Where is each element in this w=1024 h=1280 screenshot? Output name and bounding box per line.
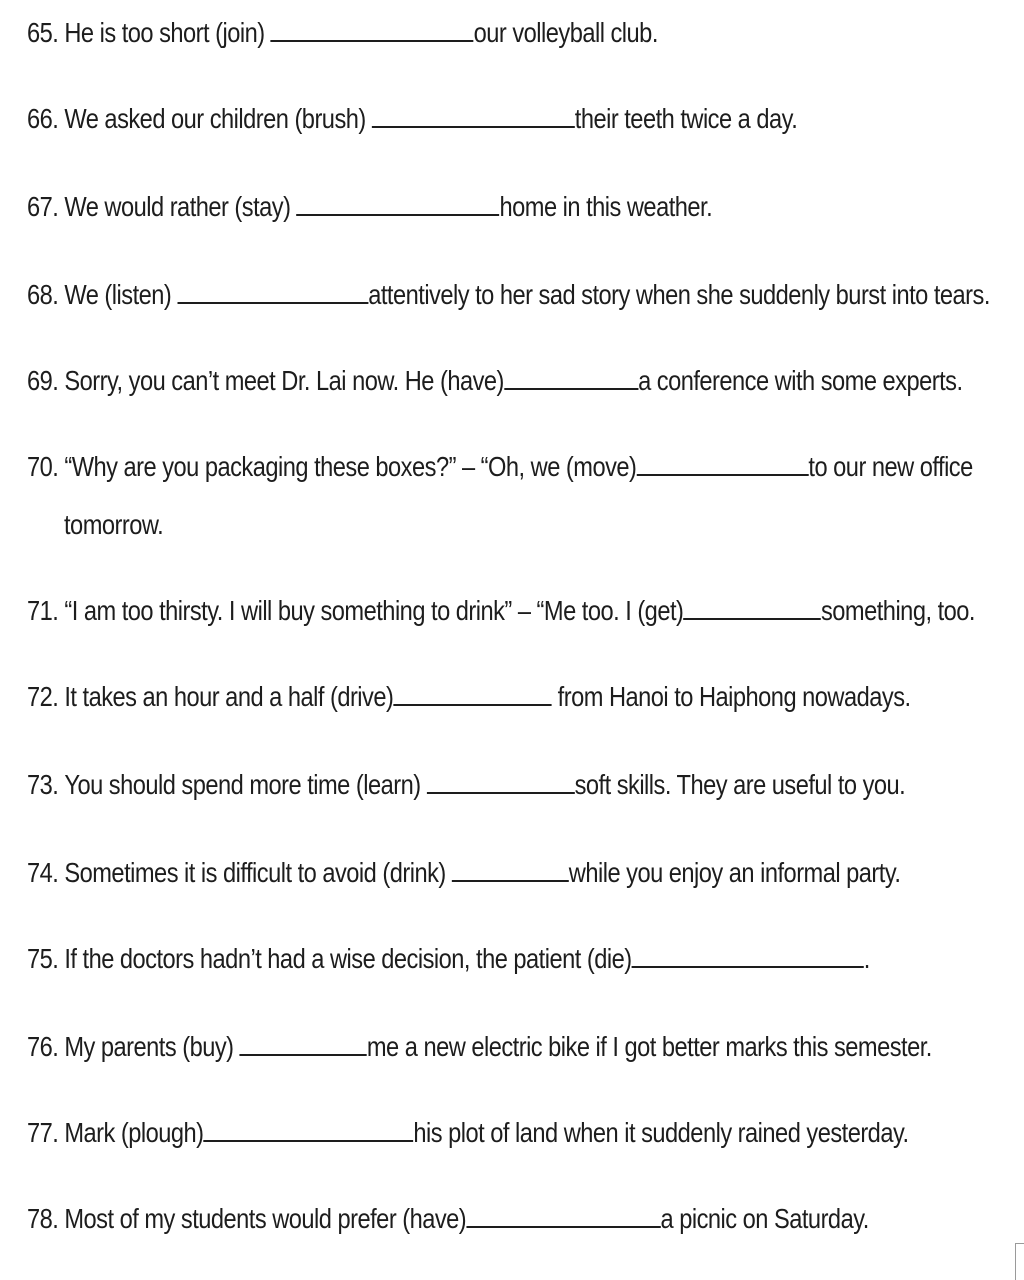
answer-blank[interactable]	[393, 682, 551, 706]
question-text: It takes an hour and a half (drive)	[64, 681, 394, 712]
page-corner-mark	[1015, 1243, 1024, 1280]
answer-blank[interactable]	[372, 104, 575, 128]
answer-blank[interactable]	[683, 596, 821, 620]
question-68	[27, 278, 990, 312]
question-text-end: a conference with some experts.	[638, 365, 963, 396]
question-number: 72.	[27, 681, 59, 712]
question-text-end: me a new electric bike if I got better marks this semester.	[366, 1031, 932, 1062]
question-text: My parents (buy)	[64, 1031, 240, 1062]
question-text: Mark (plough)	[64, 1117, 204, 1148]
answer-blank[interactable]	[427, 770, 575, 794]
answer-blank[interactable]	[632, 944, 864, 968]
question-text-end: something, too.	[820, 595, 975, 626]
question-75	[27, 942, 870, 976]
question-number: 75.	[27, 943, 59, 974]
question-text-end: our volleyball club.	[473, 17, 658, 48]
question-number: 76.	[27, 1031, 59, 1062]
question-number: 70.	[27, 451, 59, 482]
question-text: You should spend more time (learn)	[64, 769, 427, 800]
question-number: 69.	[27, 365, 59, 396]
question-text: We would rather (stay)	[64, 191, 297, 222]
answer-blank[interactable]	[271, 18, 474, 42]
question-67	[27, 190, 712, 224]
question-number: 65.	[27, 17, 59, 48]
question-65	[27, 16, 658, 50]
question-text-end: a picnic on Saturday.	[660, 1203, 869, 1234]
question-text-continuation: tomorrow.	[64, 509, 164, 540]
question-number: 67.	[27, 191, 59, 222]
question-number: 78.	[27, 1203, 59, 1234]
question-text-end: to our new office	[808, 451, 973, 482]
question-76	[27, 1030, 932, 1064]
answer-blank[interactable]	[204, 1118, 414, 1142]
question-number: 68.	[27, 279, 59, 310]
question-text-end: .	[863, 943, 870, 974]
question-number: 66.	[27, 103, 59, 134]
question-text: Most of my students would prefer (have)	[64, 1203, 467, 1234]
question-text-end: attentively to her sad story when she suddenly burst into tears.	[368, 279, 990, 310]
question-text: We (listen)	[64, 279, 178, 310]
question-text: We asked our children (brush)	[64, 103, 372, 134]
question-text-end: home in this weather.	[499, 191, 713, 222]
answer-blank[interactable]	[177, 280, 368, 304]
question-78	[27, 1202, 869, 1236]
question-text: He is too short (join)	[64, 17, 271, 48]
question-70	[27, 450, 973, 484]
question-text-end: while you enjoy an informal party.	[568, 857, 901, 888]
question-text: “Why are you packaging these boxes?” – “Oh, we (move)	[64, 451, 637, 482]
question-number: 74.	[27, 857, 59, 888]
answer-blank[interactable]	[504, 366, 638, 390]
answer-blank[interactable]	[452, 858, 569, 882]
question-text-end: his plot of land when it suddenly rained yesterday.	[413, 1117, 909, 1148]
question-70-continuation	[64, 508, 163, 542]
question-66	[27, 102, 797, 136]
answer-blank[interactable]	[466, 1204, 660, 1228]
question-text-end: their teeth twice a day.	[574, 103, 798, 134]
question-74	[27, 856, 900, 890]
question-text-end: from Hanoi to Haiphong nowadays.	[551, 681, 911, 712]
question-72	[27, 680, 911, 714]
question-text: Sometimes it is difficult to avoid (drink)	[64, 857, 452, 888]
question-text: If the doctors hadn’t had a wise decision, the patient (die)	[64, 943, 632, 974]
question-77	[27, 1116, 909, 1150]
question-71	[27, 594, 975, 628]
question-69	[27, 364, 963, 398]
answer-blank[interactable]	[636, 452, 808, 476]
question-73	[27, 768, 905, 802]
answer-blank[interactable]	[240, 1032, 367, 1056]
question-text: “I am too thirsty. I will buy something to drink” – “Me too. I (get)	[64, 595, 684, 626]
answer-blank[interactable]	[297, 192, 500, 216]
question-text-end: soft skills. They are useful to you.	[574, 769, 906, 800]
question-text: Sorry, you can’t meet Dr. Lai now. He (have)	[64, 365, 504, 396]
question-number: 71.	[27, 595, 59, 626]
question-number: 77.	[27, 1117, 59, 1148]
question-number: 73.	[27, 769, 59, 800]
